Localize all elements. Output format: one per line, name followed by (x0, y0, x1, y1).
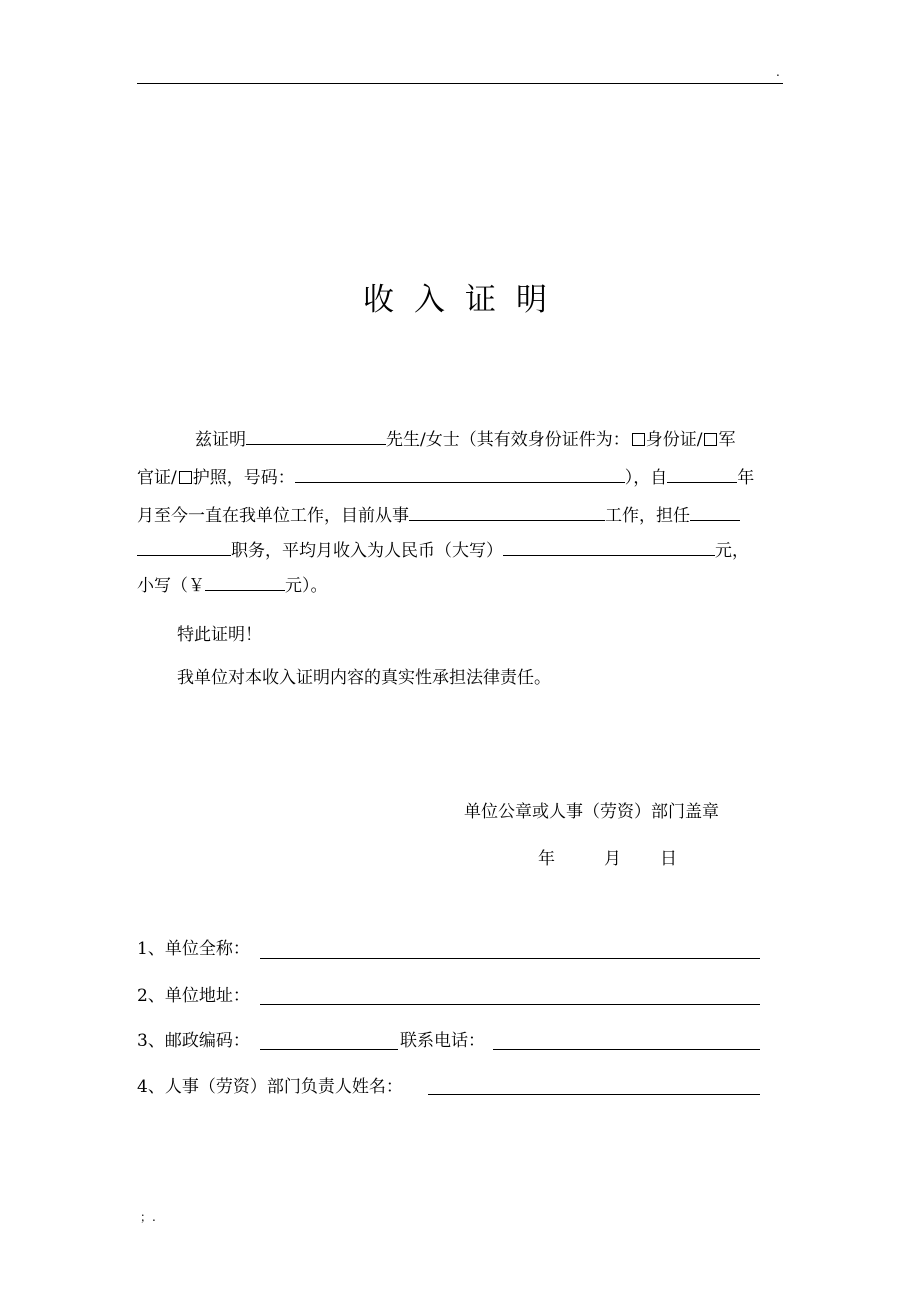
text: 职务，平均月收入为人民币（大写） (231, 541, 503, 561)
certify-text: 特此证明！ (177, 625, 262, 645)
id-number-blank[interactable] (295, 460, 625, 483)
text: 元）。 (285, 576, 328, 596)
start-year-blank[interactable] (667, 460, 737, 483)
job-blank[interactable] (409, 498, 605, 521)
paragraph-line-3 (137, 498, 783, 534)
checkbox-passport[interactable] (179, 471, 192, 484)
text: ），自 (624, 468, 668, 488)
hr-manager-field[interactable] (428, 1094, 760, 1095)
phone-field[interactable] (493, 1049, 760, 1050)
field-label-hr-manager: 4、人事（劳资）部门负责人姓名： (137, 1077, 403, 1097)
header-rule (137, 83, 783, 84)
text: 军 (718, 430, 736, 450)
company-address-field[interactable] (260, 1004, 760, 1005)
text: 月至今一直在我单位工作，目前从事 (137, 506, 409, 526)
checkbox-military[interactable] (704, 433, 717, 446)
text: 身份证/ (645, 430, 703, 450)
company-name-field[interactable] (260, 958, 760, 959)
text: 小写（￥ (137, 576, 205, 596)
name-blank[interactable] (246, 422, 386, 445)
document-title: 收入证明 (363, 282, 567, 318)
text: 年 (737, 468, 755, 488)
paragraph-line-2 (137, 460, 783, 496)
field-label-postcode: 3、邮政编码： (137, 1031, 250, 1051)
text: 官证/ (137, 468, 177, 488)
liability-text: 我单位对本收入证明内容的真实性承担法律责任。 (177, 668, 551, 688)
date-day: 日 (660, 849, 677, 869)
paragraph-line-4 (137, 533, 783, 569)
paragraph-line-5 (137, 568, 783, 604)
text: 护照，号码： (192, 468, 295, 488)
field-label-company-address: 2、单位地址： (137, 986, 250, 1006)
date-month: 月 (604, 849, 621, 869)
footer-mark: ；. (140, 1210, 156, 1224)
text: 元， (715, 541, 749, 561)
income-figures-blank[interactable] (205, 568, 285, 591)
checkbox-id-card[interactable] (632, 433, 645, 446)
text: 工作，担任 (605, 506, 690, 526)
header-dot: . (776, 65, 780, 79)
stamp-label: 单位公章或人事（劳资）部门盖章 (464, 802, 719, 822)
paragraph-line-1 (137, 422, 783, 458)
field-label-company-name: 1、单位全称： (137, 939, 250, 959)
text: 兹证明 (195, 430, 246, 450)
position-blank-b[interactable] (137, 533, 231, 556)
field-label-phone: 联系电话： (400, 1031, 485, 1051)
position-blank-a[interactable] (690, 498, 740, 521)
date-year: 年 (538, 849, 555, 869)
income-words-blank[interactable] (503, 533, 715, 556)
text: 先生/女士（其有效身份证件为： (386, 430, 630, 450)
postcode-field[interactable] (260, 1049, 398, 1050)
